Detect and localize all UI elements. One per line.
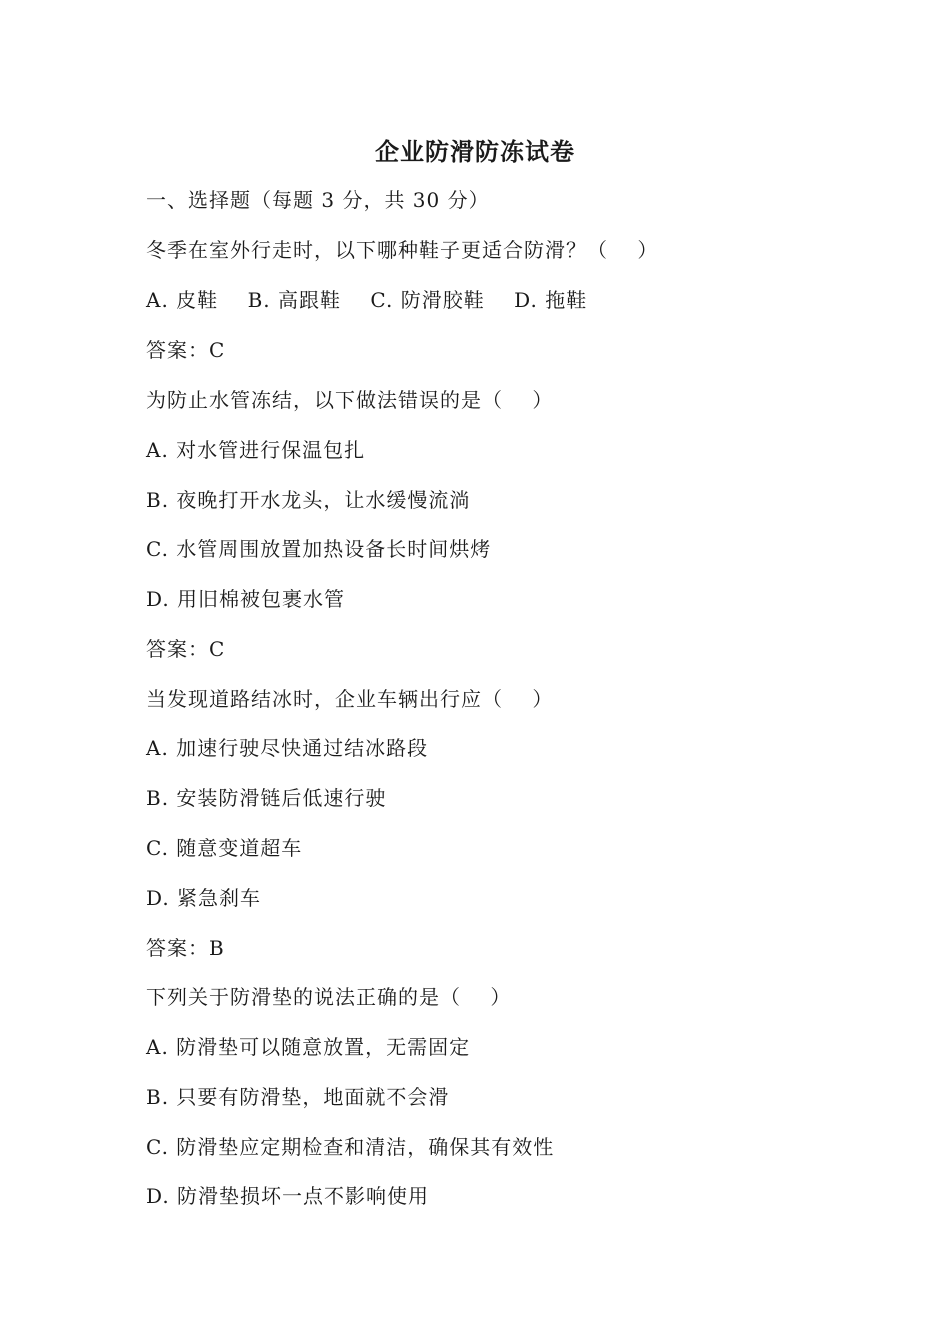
question-2-option-d: D. 用旧棉被包裹水管: [146, 587, 346, 611]
question-4-stem: 下列关于防滑垫的说法正确的是（ ）: [146, 985, 512, 1009]
question-4-option-b: B. 只要有防滑垫，地面就不会滑: [146, 1085, 450, 1109]
question-1-answer: 答案：C: [146, 338, 226, 362]
question-3-stem: 当发现道路结冰时，企业车辆出行应（ ）: [146, 687, 554, 711]
question-3-option-a: A. 加速行驶尽快通过结冰路段: [146, 736, 429, 760]
question-3-answer: 答案：B: [146, 936, 225, 960]
section-heading: 一、选择题（每题 3 分，共 30 分）: [146, 188, 490, 212]
question-4-option-d: D. 防滑垫损坏一点不影响使用: [146, 1184, 430, 1208]
question-2-answer: 答案：C: [146, 637, 226, 661]
question-3-option-d: D. 紧急刹车: [146, 886, 262, 910]
question-3-option-b: B. 安装防滑链后低速行驶: [146, 786, 387, 810]
document-title: 企业防滑防冻试卷: [375, 137, 575, 166]
question-1-stem: 冬季在室外行走时，以下哪种鞋子更适合防滑？（ ）: [146, 238, 659, 262]
question-2-stem: 为防止水管冻结，以下做法错误的是（ ）: [146, 388, 554, 412]
question-4-option-a: A. 防滑垫可以随意放置，无需固定: [146, 1035, 471, 1059]
question-2-option-b: B. 夜晚打开水龙头，让水缓慢流淌: [146, 488, 471, 512]
question-4-option-c: C. 防滑垫应定期检查和清洁，确保其有效性: [146, 1135, 555, 1159]
question-3-option-c: C. 随意变道超车: [146, 836, 303, 860]
question-2-option-c: C. 水管周围放置加热设备长时间烘烤: [146, 537, 492, 561]
question-1-options: A. 皮鞋 B. 高跟鞋 C. 防滑胶鞋 D. 拖鞋: [146, 288, 588, 312]
question-2-option-a: A. 对水管进行保温包扎: [146, 438, 366, 462]
